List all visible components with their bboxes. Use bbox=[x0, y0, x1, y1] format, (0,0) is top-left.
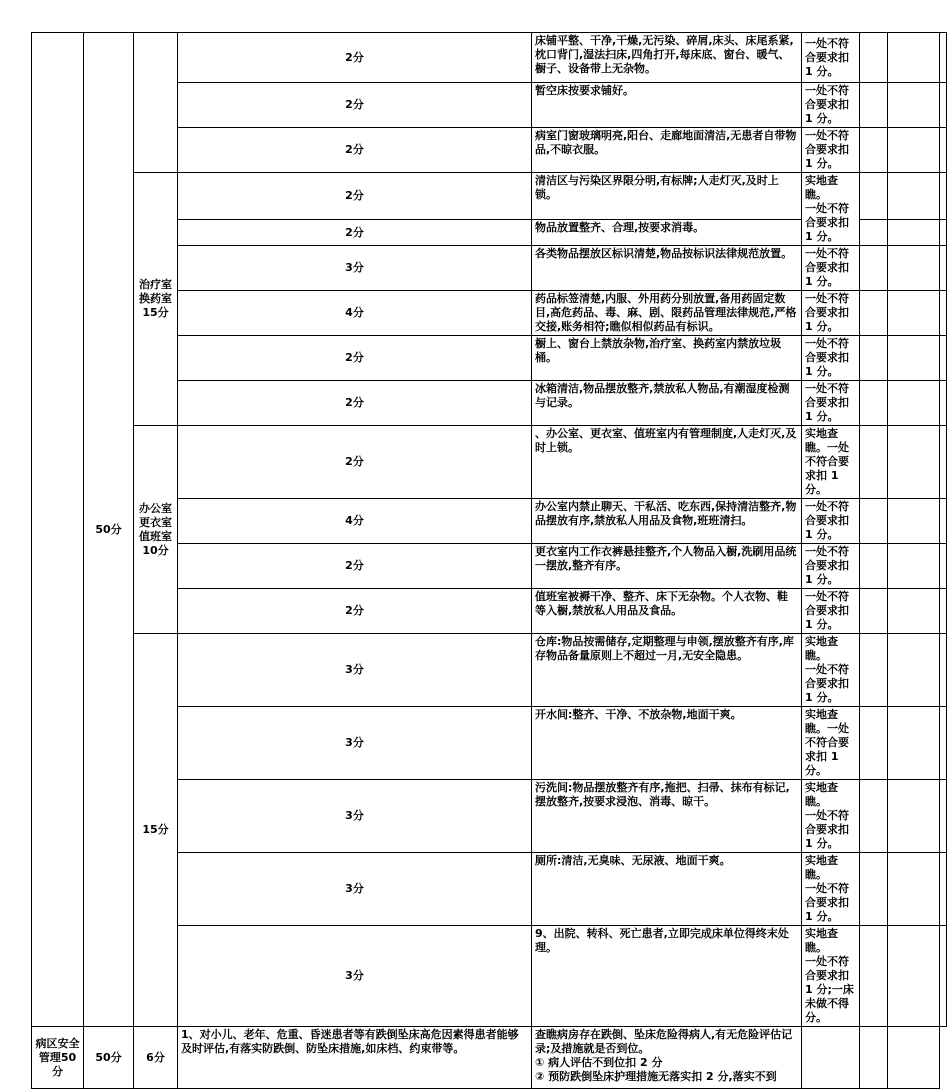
deduction-cell bbox=[860, 544, 888, 589]
points-cell-text: 2分 bbox=[345, 225, 364, 239]
standard-cell bbox=[532, 381, 802, 426]
category-score bbox=[84, 33, 134, 1027]
standard-cell bbox=[532, 544, 802, 589]
standard-cell-text: 办公室内禁止聊天、干私活、吃东西,保持清洁整齐,物品摆放有序,禁放私人用品及食物,班班清扫。 bbox=[535, 500, 797, 527]
points-cell bbox=[134, 1027, 178, 1089]
score-cell bbox=[940, 426, 947, 499]
deduction-cell bbox=[860, 291, 888, 336]
score-cell bbox=[940, 926, 947, 1027]
deduction-cell bbox=[860, 589, 888, 634]
group-cell-office-line: 10分 bbox=[142, 543, 169, 557]
method-cell bbox=[802, 246, 860, 291]
deduction-cell bbox=[860, 926, 888, 1027]
method-cell-text: 一处不符合要求扣 1 分。 bbox=[805, 500, 849, 541]
points-cell-text: 6分 bbox=[146, 1050, 165, 1064]
score-cell bbox=[940, 128, 947, 173]
points-cell bbox=[178, 853, 532, 926]
category-score-safety-text: 50分 bbox=[95, 1050, 122, 1064]
deduction-cell bbox=[860, 499, 888, 544]
points-cell-text: 2分 bbox=[345, 351, 364, 364]
points-cell-text: 3分 bbox=[345, 663, 364, 676]
method-cell-text: ② 预防跌倒坠床护理措施无落实扣 2 分,落实不到 bbox=[535, 1070, 777, 1083]
points-cell-text: 3分 bbox=[345, 736, 364, 749]
extra-cell bbox=[888, 173, 940, 220]
table-row bbox=[32, 33, 947, 83]
deduction-cell bbox=[860, 33, 888, 83]
method-cell bbox=[802, 173, 860, 246]
points-cell bbox=[178, 220, 532, 246]
points-cell-text: 4分 bbox=[345, 306, 364, 319]
group-cell-office-line: 办公室 bbox=[139, 501, 172, 515]
extra-cell bbox=[888, 634, 940, 707]
standard-cell bbox=[532, 853, 802, 926]
method-cell-text: 实地查瞧。一处不符合要求扣 1 分。 bbox=[805, 708, 849, 777]
points-cell-text: 2分 bbox=[345, 143, 364, 156]
method-cell-text: 一处不符合要求扣 1 分。 bbox=[805, 809, 849, 850]
points-cell bbox=[178, 173, 532, 220]
points-cell bbox=[178, 83, 532, 128]
category-cell-safety bbox=[32, 1027, 84, 1089]
method-cell bbox=[532, 1027, 802, 1089]
extra-cell bbox=[888, 336, 940, 381]
extra-cell bbox=[888, 426, 940, 499]
extra-cell bbox=[888, 544, 940, 589]
standard-cell bbox=[532, 336, 802, 381]
deduction-cell bbox=[860, 426, 888, 499]
deduction-cell bbox=[860, 853, 888, 926]
category-score-text: 50分 bbox=[95, 522, 122, 536]
standard-cell-text: 值班室被褥干净、整齐、床下无杂物。个人衣物、鞋等入橱,禁放私人用品及食品。 bbox=[535, 590, 788, 617]
points-cell-text: 2分 bbox=[345, 455, 364, 468]
method-cell bbox=[802, 83, 860, 128]
score-cell bbox=[940, 291, 947, 336]
extra-cell bbox=[888, 33, 940, 83]
method-cell-text: 一处不符合要求扣 1 分。 bbox=[805, 545, 849, 586]
points-cell bbox=[178, 926, 532, 1027]
inspection-table bbox=[31, 32, 947, 1089]
standard-cell bbox=[532, 426, 802, 499]
points-cell bbox=[178, 499, 532, 544]
extra-cell bbox=[888, 381, 940, 426]
extra-cell bbox=[888, 246, 940, 291]
method-cell-text: 实地查瞧。 bbox=[805, 174, 838, 201]
standard-cell bbox=[532, 780, 802, 853]
points-cell bbox=[178, 381, 532, 426]
method-cell-text: 实地查瞧。 bbox=[805, 927, 838, 954]
standard-cell bbox=[532, 499, 802, 544]
standard-cell bbox=[532, 291, 802, 336]
group-cell-treatment-line: 换药室 bbox=[139, 292, 172, 305]
standard-cell-text: 1、对小儿、老年、危重、昏迷患者等有跌倒坠床高危因素得患者能够及时评估,有落实防跌倒、防坠床措施,如床档、约束带等。 bbox=[181, 1028, 519, 1055]
points-cell bbox=[178, 128, 532, 173]
extra-cell bbox=[888, 926, 940, 1027]
score-cell bbox=[940, 33, 947, 83]
score-cell bbox=[940, 544, 947, 589]
method-cell-text: 实地查瞧。 bbox=[805, 854, 838, 881]
method-cell bbox=[802, 634, 860, 707]
standard-cell-text: 仓库:物品按需储存,定期整理与申领,摆放整齐有序,库存物品备量原则上不超过一月,无安全隐患。 bbox=[535, 635, 794, 662]
extra-cell bbox=[888, 589, 940, 634]
extra-cell bbox=[888, 128, 940, 173]
deduction-cell bbox=[860, 780, 888, 853]
extra-cell bbox=[860, 1027, 888, 1089]
score-cell bbox=[940, 707, 947, 780]
points-cell-text: 3分 bbox=[345, 882, 364, 895]
deduction-cell bbox=[860, 381, 888, 426]
group-cell-office bbox=[134, 426, 178, 634]
method-cell bbox=[802, 291, 860, 336]
standard-cell-text: 清洁区与污染区界限分明,有标牌;人走灯灭,及时上锁。 bbox=[535, 174, 779, 201]
deduction-cell bbox=[860, 220, 888, 246]
points-cell bbox=[178, 544, 532, 589]
deduction-cell bbox=[802, 1027, 860, 1089]
group-cell-ward bbox=[134, 33, 178, 173]
points-cell-text: 3分 bbox=[345, 261, 364, 274]
table-row bbox=[32, 173, 947, 220]
method-cell-text: 一处不符合要求扣 1 分。 bbox=[805, 202, 849, 243]
table-row bbox=[32, 1027, 947, 1089]
standard-cell-text: 药品标签清楚,内服、外用药分别放置,备用药固定数目,高危药品、毒、麻、剧、限药品管理法律规范,严格交接,账务相符;瞧似相似药品有标识。 bbox=[535, 292, 797, 333]
points-cell-text: 2分 bbox=[345, 604, 364, 617]
extra-cell bbox=[888, 220, 940, 246]
points-cell-text: 3分 bbox=[345, 809, 364, 822]
points-cell-text: 2分 bbox=[345, 98, 364, 111]
points-cell bbox=[178, 426, 532, 499]
standard-cell-text: 、办公室、更衣室、值班室内有管理制度,人走灯灭,及时上锁。 bbox=[535, 427, 797, 454]
points-cell bbox=[178, 246, 532, 291]
points-cell-text: 3分 bbox=[345, 969, 364, 982]
score-cell bbox=[888, 1027, 940, 1089]
standard-cell bbox=[532, 246, 802, 291]
score-cell bbox=[940, 634, 947, 707]
method-cell-text: 一处不符合要求扣 1 分。 bbox=[805, 84, 849, 125]
score-cell bbox=[940, 83, 947, 128]
points-cell bbox=[178, 780, 532, 853]
score-cell bbox=[940, 780, 947, 853]
score-cell bbox=[940, 381, 947, 426]
deduction-cell bbox=[860, 707, 888, 780]
standard-cell bbox=[532, 220, 802, 246]
standard-cell-text: 厕所:清洁,无臭味、无尿液、地面干爽。 bbox=[535, 854, 731, 867]
deduction-cell bbox=[860, 128, 888, 173]
group-cell-treatment bbox=[134, 173, 178, 426]
category-score-safety bbox=[84, 1027, 134, 1089]
category-cell bbox=[32, 33, 84, 1027]
method-cell bbox=[802, 499, 860, 544]
standard-cell-text: 更衣室内工作衣裤悬挂整齐,个人物品入橱,洗刷用品统一摆放,整齐有序。 bbox=[535, 545, 797, 572]
method-cell bbox=[802, 128, 860, 173]
points-cell bbox=[178, 707, 532, 780]
extra-cell bbox=[888, 780, 940, 853]
score-cell bbox=[940, 173, 947, 220]
group-cell-misc bbox=[134, 634, 178, 1027]
standard-cell-text: 暂空床按要求铺好。 bbox=[535, 84, 634, 97]
standard-cell-text: 污洗间:物品摆放整齐有序,拖把、扫帚、抹布有标记,摆放整齐,按要求浸泡、消毒、晾干。 bbox=[535, 781, 790, 808]
method-cell-text: 一处不符合要求扣 1 分。 bbox=[805, 247, 849, 288]
standard-cell-text: 9、出院、转科、死亡患者,立即完成床单位得终末处理。 bbox=[535, 927, 789, 954]
deduction-cell bbox=[860, 336, 888, 381]
score-cell bbox=[940, 220, 947, 246]
method-cell-text: ① 病人评估不到位扣 2 分 bbox=[535, 1056, 663, 1069]
standard-cell bbox=[532, 173, 802, 220]
table-row bbox=[32, 634, 947, 707]
standard-cell bbox=[532, 128, 802, 173]
points-cell bbox=[178, 589, 532, 634]
extra-cell bbox=[888, 853, 940, 926]
standard-cell-text: 橱上、窗台上禁放杂物,治疗室、换药室内禁放垃圾桶。 bbox=[535, 337, 782, 364]
method-cell bbox=[802, 544, 860, 589]
standard-cell bbox=[532, 83, 802, 128]
extra-cell bbox=[888, 499, 940, 544]
standard-cell bbox=[532, 926, 802, 1027]
standard-cell bbox=[178, 1027, 532, 1089]
extra-cell bbox=[888, 707, 940, 780]
method-cell bbox=[802, 33, 860, 83]
method-cell bbox=[802, 707, 860, 780]
group-cell-office-line: 值班室 bbox=[139, 529, 172, 543]
extra-cell bbox=[888, 291, 940, 336]
method-cell-text: 一处不符合要求扣 1 分。 bbox=[805, 129, 849, 170]
standard-cell bbox=[532, 33, 802, 83]
deduction-cell bbox=[860, 173, 888, 220]
method-cell-text: 一处不符合要求扣 1 分。 bbox=[805, 292, 849, 333]
standard-cell-text: 物品放置整齐、合理,按要求消毒。 bbox=[535, 221, 705, 235]
method-cell-text: 一处不符合要求扣 1 分。 bbox=[805, 337, 849, 378]
standard-cell-text: 床铺平整、干净,干燥,无污染、碎屑,床头、床尾系紧,枕口背门,湿法扫床,四角打开,每床底、窗台、暖气、橱子、设备带上无杂物。 bbox=[535, 34, 794, 75]
deduction-cell bbox=[860, 83, 888, 128]
group-cell-office-line: 更衣室 bbox=[139, 515, 172, 529]
group-cell-treatment-line: 15分 bbox=[142, 306, 169, 319]
standard-cell-text: 病室门窗玻璃明亮,阳台、走廊地面清洁,无患者自带物品,不晾衣服。 bbox=[535, 129, 797, 156]
standard-cell bbox=[532, 707, 802, 780]
category-cell-safety-text: 病区安全管理50分 bbox=[35, 1036, 80, 1078]
deduction-cell bbox=[860, 246, 888, 291]
extra-cell bbox=[888, 83, 940, 128]
standard-cell bbox=[532, 589, 802, 634]
points-cell bbox=[178, 336, 532, 381]
standard-cell bbox=[532, 634, 802, 707]
method-cell bbox=[802, 853, 860, 926]
method-cell-text: 实地查瞧。一处不符合要求扣 1 分。 bbox=[805, 427, 849, 496]
points-cell bbox=[178, 33, 532, 83]
points-cell-text: 2分 bbox=[345, 396, 364, 409]
method-cell bbox=[802, 426, 860, 499]
method-cell bbox=[802, 926, 860, 1027]
score-cell bbox=[940, 853, 947, 926]
method-cell bbox=[802, 780, 860, 853]
standard-cell-text: 开水间:整齐、干净、不放杂物,地面干爽。 bbox=[535, 708, 742, 721]
score-cell bbox=[940, 246, 947, 291]
method-cell-text: 查瞧病房存在跌倒、坠床危险得病人,有无危险评估记录;及措施就是否到位。 bbox=[535, 1028, 793, 1055]
points-cell-text: 2分 bbox=[345, 50, 364, 64]
method-cell-text: 一处不符合要求扣 1 分。 bbox=[805, 663, 849, 704]
group-cell-misc-text: 15分 bbox=[142, 823, 169, 836]
method-cell-text: 一处不符合要求扣 1 分;一床未做不得分。 bbox=[805, 955, 854, 1024]
points-cell-text: 2分 bbox=[345, 189, 364, 203]
score-cell bbox=[940, 589, 947, 634]
points-cell bbox=[178, 291, 532, 336]
method-cell bbox=[802, 381, 860, 426]
method-cell-text: 实地查瞧。 bbox=[805, 635, 838, 662]
method-cell-text: 一处不符合要求扣 1 分。 bbox=[805, 382, 849, 423]
group-cell-treatment-line: 治疗室 bbox=[139, 278, 172, 291]
method-cell-text: 一处不符合要求扣 1 分。 bbox=[805, 36, 849, 78]
score-cell bbox=[940, 499, 947, 544]
points-cell bbox=[178, 634, 532, 707]
method-cell-text: 一处不符合要求扣 1 分。 bbox=[805, 590, 849, 631]
method-cell bbox=[802, 589, 860, 634]
method-cell-text: 实地查瞧。 bbox=[805, 781, 838, 808]
method-cell bbox=[802, 336, 860, 381]
table-row bbox=[32, 426, 947, 499]
method-cell-text: 一处不符合要求扣 1 分。 bbox=[805, 882, 849, 923]
points-cell-text: 4分 bbox=[345, 514, 364, 527]
points-cell-text: 2分 bbox=[345, 559, 364, 572]
standard-cell-text: 各类物品摆放区标识清楚,物品按标识法律规范放置。 bbox=[535, 247, 793, 260]
standard-cell-text: 冰箱清洁,物品摆放整齐,禁放私人物品,有潮湿度检测与记录。 bbox=[535, 382, 790, 409]
deduction-cell bbox=[860, 634, 888, 707]
score-cell bbox=[940, 336, 947, 381]
